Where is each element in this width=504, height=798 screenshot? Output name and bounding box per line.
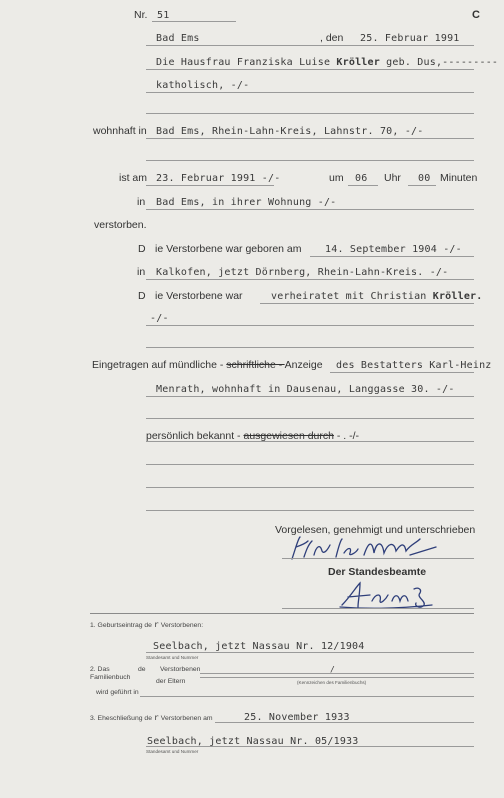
footnote-3-label: 3. Eheschließung de r Verstorbenen am — [90, 713, 213, 722]
death-place-value: Bad Ems, in ihrer Wohnung -/- — [156, 197, 337, 208]
death-place-line — [146, 209, 474, 210]
marital-line-2 — [146, 325, 474, 326]
footnote-2-label-2: Familienbuch — [90, 674, 131, 681]
registrar-sign-line — [282, 608, 474, 609]
death-date-label: ist am — [119, 172, 148, 184]
hour-line — [348, 185, 378, 186]
birth-place-line — [146, 279, 474, 280]
footnote-2-kennzeichen: (Kennzeichen des Familienbuchs) — [297, 680, 367, 685]
place-value: Bad Ems — [156, 33, 200, 44]
um-label: um — [329, 172, 344, 184]
hour-value: 06 — [355, 173, 368, 184]
marital-line — [260, 303, 474, 304]
death-date-value: 23. Februar 1991 -/- — [156, 173, 281, 184]
birth-place-value: Kalkofen, jetzt Dörnberg, Rhein-Lahn-Kreis. -/- — [156, 267, 449, 278]
den-label: , den — [320, 32, 344, 44]
blank-line-2 — [146, 160, 474, 161]
footnote-1-sub: Standesamt und Nummer — [146, 655, 199, 660]
blank-line-7 — [146, 510, 474, 511]
marital-label: ie Verstorbene war — [155, 290, 243, 302]
birth-in-label: in — [137, 266, 146, 278]
residence-line — [146, 138, 474, 139]
birth-date-line — [310, 256, 474, 257]
footnote-3-line — [146, 746, 474, 747]
known-label: persönlich bekannt - ausgewiesen durch - . -/- — [146, 430, 360, 442]
registration-value-2: Menrath, wohnhaft in Dausenau, Langgasse 30. -/- — [156, 384, 455, 395]
blank-line-3 — [146, 347, 474, 348]
footnote-1-line — [146, 652, 474, 653]
read-approved-label: Vorgelesen, genehmigt und unterschrieben — [275, 524, 476, 536]
corner-letter: C — [472, 9, 480, 21]
minutes-line — [408, 185, 436, 186]
marital-value: verheiratet mit Christian Kröller. — [271, 291, 483, 302]
nr-value: 51 — [157, 10, 170, 21]
footnote-1-label: 1. Geburtseintrag de r Verstorbenen: — [90, 620, 204, 629]
religion-value: katholisch, -/- — [156, 80, 250, 91]
footnote-3-value: Seelbach, jetzt Nassau Nr. 05/1933 — [147, 736, 359, 747]
death-in-label: in — [137, 196, 146, 208]
registration-line-1 — [330, 372, 474, 373]
verstorben-label: verstorben. — [94, 219, 147, 231]
death-date-line — [146, 185, 274, 186]
footnote-3-date: 25. November 1933 — [244, 712, 350, 723]
person-line: Die Hausfrau Franziska Luise Kröller geb. Dus,--------- — [156, 57, 499, 68]
religion-line — [146, 92, 474, 93]
registrar-label: Der Standesbeamte — [328, 566, 427, 578]
uhr-label: Uhr — [384, 172, 401, 184]
footnote-2-verstorbenen: Verstorbenen — [160, 666, 201, 673]
marital-extra: -/- — [150, 313, 169, 324]
registrar-signature — [336, 579, 436, 611]
blank-line-5 — [146, 464, 474, 465]
known-line — [146, 441, 474, 442]
nr-label: Nr. — [134, 9, 148, 21]
footnote-2-eltern: der Eltern — [156, 678, 186, 685]
footnote-2-line-2 — [200, 677, 474, 678]
registration-label: Eingetragen auf mündliche - schriftliche - Anzeige — [92, 359, 323, 371]
blank-line-6 — [146, 487, 474, 488]
footnote-3-sub: Standesamt und Nummer — [146, 749, 199, 754]
surname: Kröller — [336, 57, 380, 68]
footnote-separator — [90, 613, 474, 614]
minutes-value: 00 — [418, 173, 431, 184]
minuten-label: Minuten — [440, 172, 478, 184]
informant-sign-line — [282, 558, 474, 559]
registration-value-1: des Bestatters Karl-Heinz — [336, 360, 492, 371]
birth-prefix: D — [138, 243, 146, 255]
marital-prefix: D — [138, 290, 146, 302]
footnote-2-line-1 — [200, 673, 474, 674]
footnote-2-slash: / — [330, 665, 336, 674]
footnote-3-date-line — [215, 722, 474, 723]
blank-line-1 — [146, 113, 474, 114]
residence-label: wohnhaft in — [93, 125, 147, 137]
residence-value: Bad Ems, Rhein-Lahn-Kreis, Lahnstr. 70, -/- — [156, 126, 424, 137]
registration-line-2 — [146, 396, 474, 397]
person-line-rule — [146, 69, 474, 70]
blank-line-4 — [146, 418, 474, 419]
birth-date-value: 14. September 1904 -/- — [325, 244, 462, 255]
footnote-2-de: de — [138, 666, 146, 673]
footnote-2-label-1: 2. Das — [90, 666, 110, 673]
nr-line — [152, 21, 236, 22]
place-line — [146, 45, 474, 46]
footnote-2-label-3: wird geführt in — [96, 689, 139, 696]
footnote-1-value: Seelbach, jetzt Nassau Nr. 12/1904 — [153, 641, 365, 652]
birth-label: ie Verstorbene war geboren am — [155, 243, 302, 255]
footnote-2-line-3 — [140, 696, 474, 697]
date-value: 25. Februar 1991 — [360, 33, 460, 44]
